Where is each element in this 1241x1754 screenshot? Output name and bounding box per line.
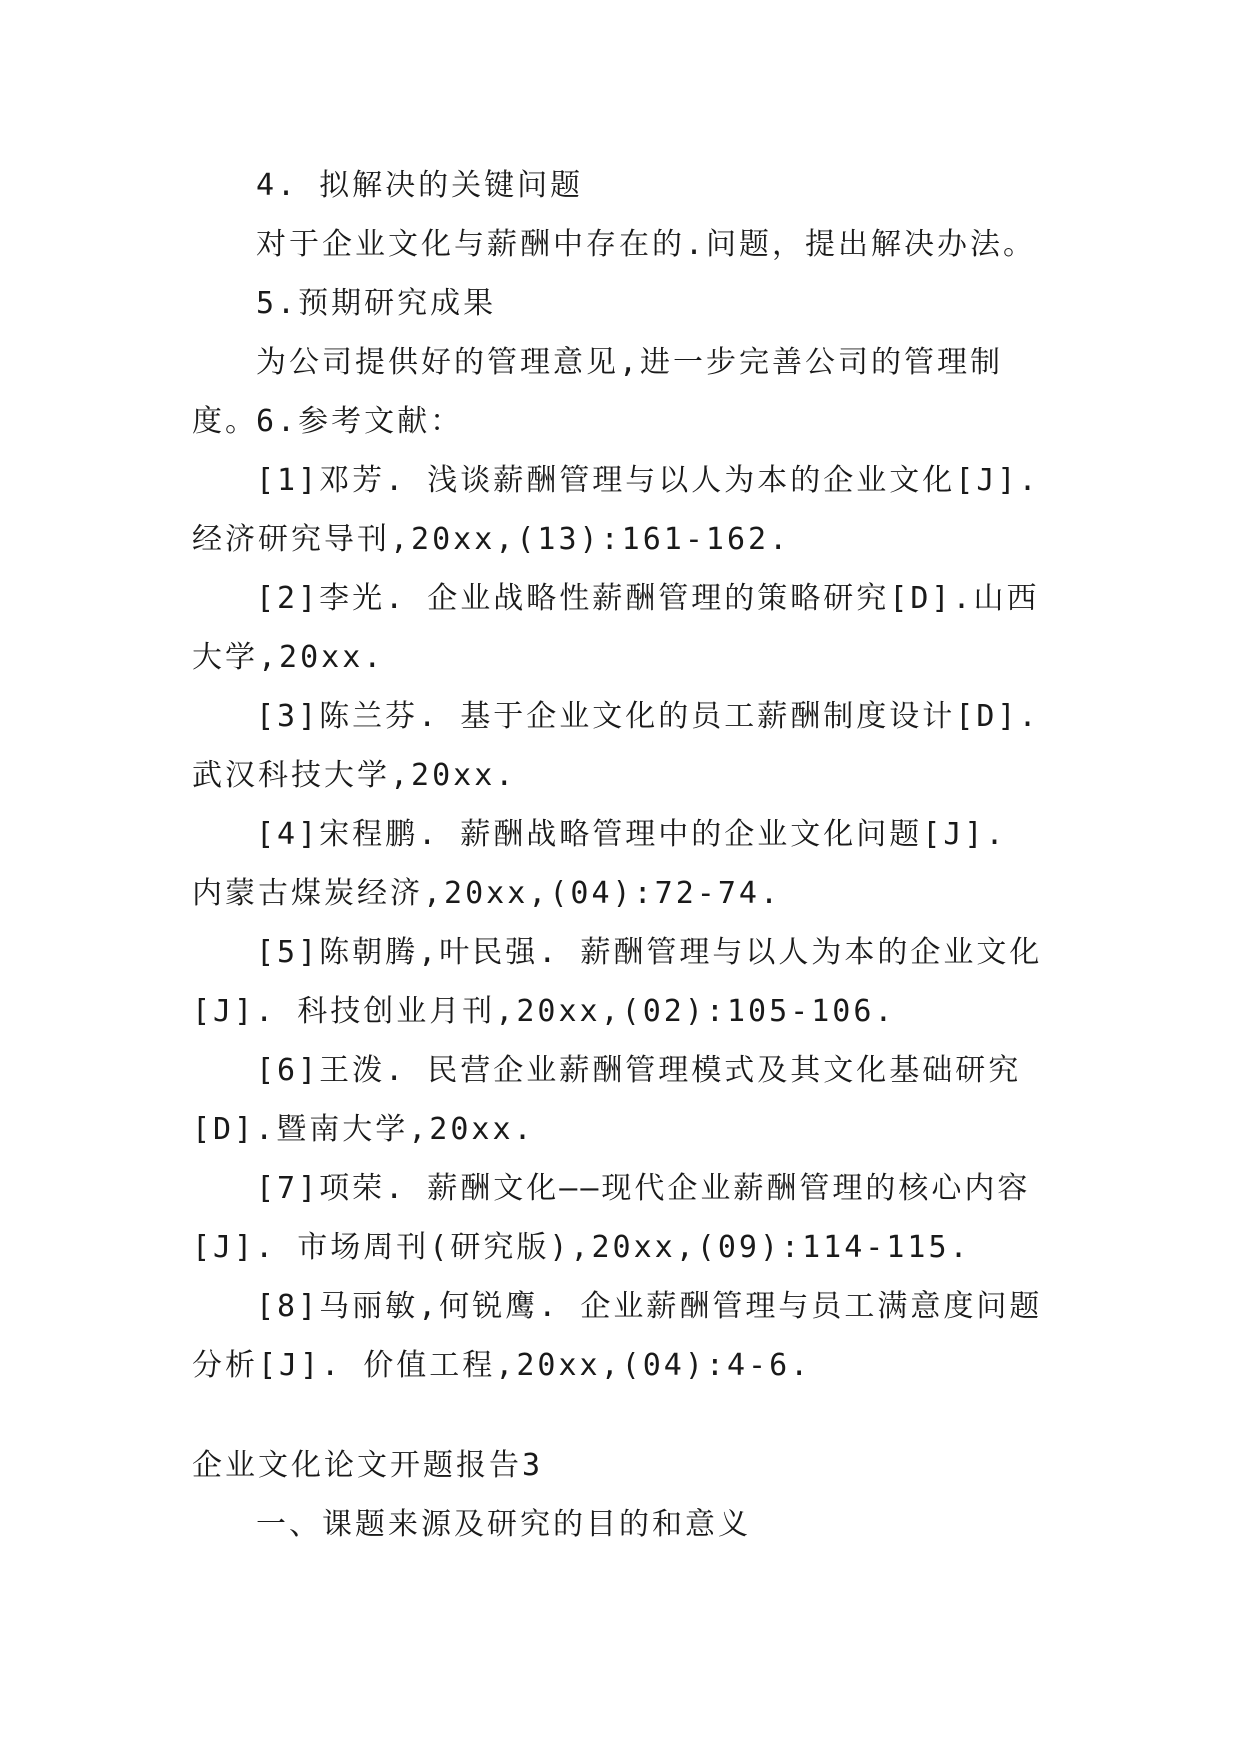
document-title: 企业文化论文开题报告3: [192, 1448, 544, 1483]
reference-item: [5]陈朝腾,叶民强. 薪酬管理与以人为本的企业文化[J]. 科技创业月刊,20xx,(02):105-106.: [192, 935, 1043, 1029]
reference-item: [3]陈兰芬. 基于企业文化的员工薪酬制度设计[D].武汉科技大学,20xx.: [192, 699, 1040, 793]
reference-item: [6]王泼. 民营企业薪酬管理模式及其文化基础研究[D].暨南大学,20xx.: [192, 1053, 1022, 1147]
reference-item: [8]马丽敏,何锐鹰. 企业薪酬管理与员工满意度问题分析[J]. 价值工程,20xx,(04):4-6.: [192, 1289, 1043, 1383]
reference-item: [2]李光. 企业战略性薪酬管理的策略研究[D].山西大学,20xx.: [192, 581, 1040, 675]
section-heading-key-problems: 4. 拟解决的关键问题: [256, 168, 584, 203]
body-paragraph: 为公司提供好的管理意见,进一步完善公司的管理制度。: [192, 345, 1004, 439]
section-heading-references: 6.参考文献：: [256, 404, 464, 439]
section-heading: 一、课题来源及研究的目的和意义: [256, 1507, 751, 1542]
reference-item: [4]宋程鹏. 薪酬战略管理中的企业文化问题[J]. 内蒙古煤炭经济,20xx,(04):72-74.: [192, 817, 1007, 911]
body-paragraph: 对于企业文化与薪酬中存在的.问题，提出解决办法。: [256, 227, 1037, 262]
reference-item: [1]邓芳. 浅谈薪酬管理与以人为本的企业文化[J]. 经济研究导刊,20xx,(13):161-162.: [192, 463, 1040, 557]
section-heading-expected-results: 5.预期研究成果: [256, 286, 497, 321]
reference-item: [7]项荣. 薪酬文化——现代企业薪酬管理的核心内容[J]. 市场周刊(研究版),20xx,(09):114-115.: [192, 1171, 1031, 1265]
